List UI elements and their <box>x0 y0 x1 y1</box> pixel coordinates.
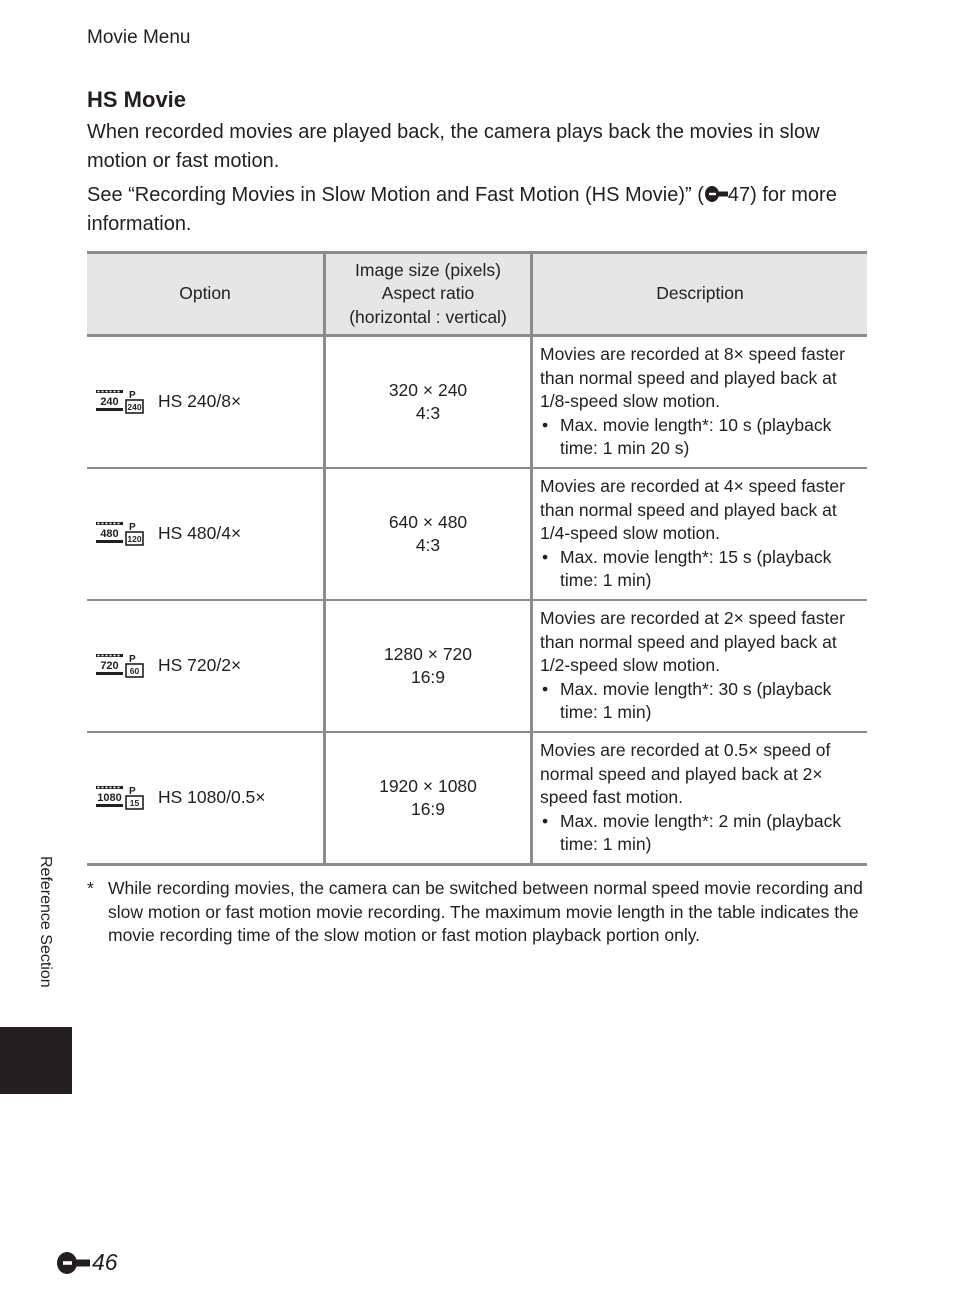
reference-section-icon <box>704 185 728 203</box>
svg-text:P: P <box>129 522 136 533</box>
image-size-value: 1280 × 720 <box>383 643 473 664</box>
description-text: Movies are recorded at 4× speed faster than normal speed and played back at 1/4-speed slow motion. <box>540 476 845 544</box>
see-also-text-before: See “Recording Movies in Slow Motion and Fast Motion (HS Movie)” ( <box>87 184 704 206</box>
see-also-text-after: ) for more information. <box>87 184 837 235</box>
table-row-2 <box>87 468 867 600</box>
header-image-size-line1: Image size (pixels) <box>355 259 501 280</box>
header-option: Option <box>87 253 325 336</box>
description-cell <box>532 600 868 732</box>
hs-1080-0-5x-icon <box>96 784 144 812</box>
hs-480-4x-icon <box>96 520 144 548</box>
icon-framerate-badge: 240 <box>127 402 142 412</box>
section-title: HS Movie <box>87 87 187 112</box>
svg-text:P: P <box>129 390 136 401</box>
header-image-size-line2: Aspect ratio <box>381 283 475 304</box>
description-cell <box>532 468 868 600</box>
option-label: HS 480/4× <box>158 523 242 544</box>
hs-720-2x-icon <box>96 652 144 680</box>
table-row-1 <box>87 336 867 469</box>
description-cell <box>532 732 868 865</box>
side-section-label: Reference Section <box>37 856 54 988</box>
running-head: Movie Menu <box>87 27 191 48</box>
table-body <box>87 336 867 865</box>
option-cell <box>87 468 325 600</box>
header-image-size <box>325 253 532 336</box>
description-text: Movies are recorded at 2× speed faster than normal speed and played back at 1/2-speed slow motion. <box>540 608 845 676</box>
hs-240-8x-icon <box>96 388 144 416</box>
image-size-value: 320 × 240 <box>388 379 468 400</box>
footnote <box>87 877 869 948</box>
image-size-value: 640 × 480 <box>388 511 468 532</box>
table-header-row <box>87 253 867 336</box>
icon-resolution-text: 1080 <box>97 792 122 804</box>
max-length-bullet: • Max. movie length*: 2 min (playback time: 1 min) <box>540 810 861 857</box>
option-cell <box>87 600 325 732</box>
footnote-marker: * <box>87 878 94 898</box>
max-length-bullet: • Max. movie length*: 30 s (playback time: 1 min) <box>540 678 861 725</box>
page-number <box>56 1249 118 1276</box>
image-size-cell <box>325 600 532 732</box>
icon-framerate-badge: 15 <box>129 798 140 808</box>
image-size-cell <box>325 336 532 469</box>
svg-text:P: P <box>129 786 136 797</box>
option-cell <box>87 732 325 865</box>
option-cell <box>87 336 325 469</box>
section-tab-marker <box>0 1027 72 1094</box>
header-image-size-line3: (horizontal : vertical) <box>349 306 507 327</box>
description-text: Movies are recorded at 8× speed faster than normal speed and played back at 1/8-speed slow motion. <box>540 344 845 412</box>
icon-resolution-text: 240 <box>100 396 119 408</box>
image-size-value: 1920 × 1080 <box>379 775 477 796</box>
image-size-cell <box>325 732 532 865</box>
icon-resolution-text: 480 <box>100 528 119 540</box>
reference-section-icon <box>56 1251 90 1275</box>
max-length-bullet: • Max. movie length*: 15 s (playback time: 1 min) <box>540 546 861 593</box>
description-cell <box>532 336 868 469</box>
aspect-ratio-value: 4:3 <box>415 403 441 423</box>
header-description: Description <box>532 253 868 336</box>
aspect-ratio-value: 16:9 <box>410 667 446 687</box>
aspect-ratio-value: 16:9 <box>410 799 446 819</box>
option-label: HS 1080/0.5× <box>158 787 266 808</box>
footnote-text: While recording movies, the camera can be switched between normal speed movie recording and slow motion or fast motion movie recording. The maximum movie length in the table indicates the movie recording time of the slow motion or fast motion playback portion only. <box>108 878 863 945</box>
max-length-bullet: • Max. movie length*: 10 s (playback time: 1 min 20 s) <box>540 414 861 461</box>
hs-movie-options-table <box>87 251 867 866</box>
image-size-cell <box>325 468 532 600</box>
aspect-ratio-value: 4:3 <box>415 535 441 555</box>
see-also-paragraph <box>87 181 877 239</box>
icon-resolution-text: 720 <box>100 660 119 672</box>
option-label: HS 720/2× <box>158 655 242 676</box>
table-row-4 <box>87 732 867 865</box>
table-row-3 <box>87 600 867 732</box>
option-label: HS 240/8× <box>158 391 242 412</box>
see-also-ref-page[interactable]: 47 <box>727 184 751 206</box>
description-text: Movies are recorded at 0.5× speed of normal speed and played back at 2× speed fast motion. <box>540 740 831 808</box>
page-number-value: 46 <box>92 1249 118 1275</box>
icon-framerate-badge: 120 <box>127 534 142 544</box>
icon-framerate-badge: 60 <box>129 666 140 676</box>
svg-text:P: P <box>129 654 136 665</box>
intro-paragraph: When recorded movies are played back, the camera plays back the movies in slow motion or fast motion. <box>87 121 820 172</box>
